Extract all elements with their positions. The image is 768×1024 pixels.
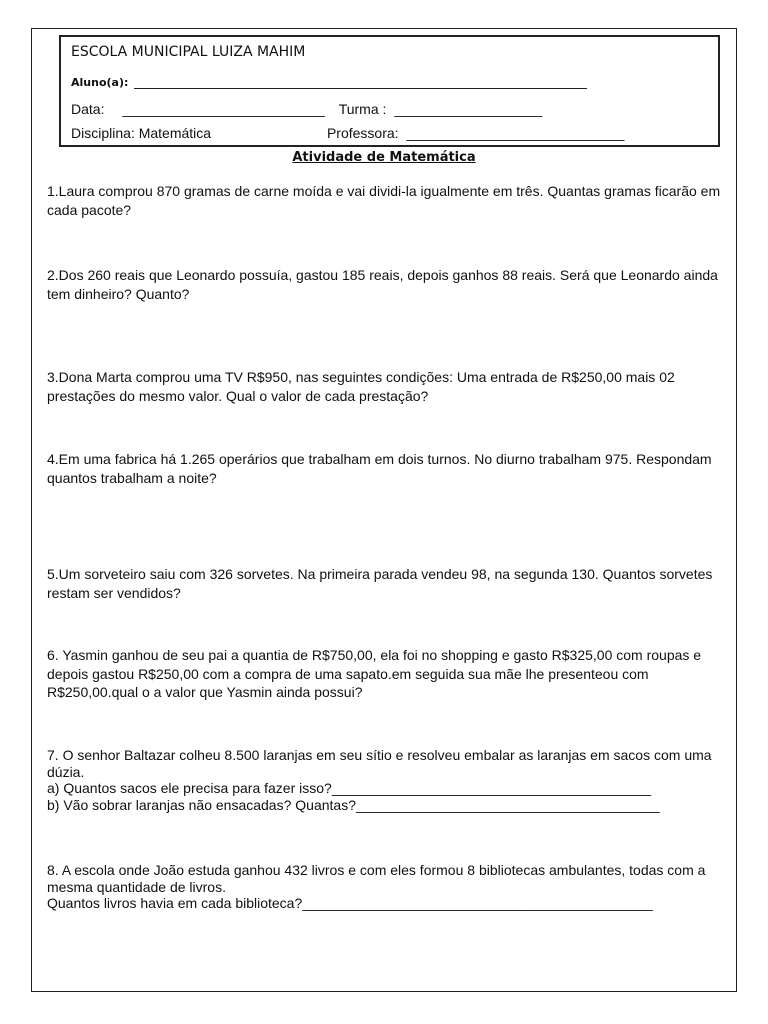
subject-label: Disciplina: Matemática (71, 125, 212, 141)
question-5: 5.Um sorveteiro saiu com 326 sorvetes. Na primeira parada vendeu 98, na segunda 130. Quantos sorvetes restam ser vendidos? (47, 566, 713, 601)
page-title: Atividade de Matemática (292, 150, 476, 165)
teacher-blank[interactable]: ____________________________ (406, 125, 625, 141)
date-class-row (71, 101, 542, 117)
question-4: 4.Em uma fabrica há 1.265 operários que trabalham em dois turnos. No diurno trabalham 975. Respondam quantos trabalham a noite? (47, 451, 712, 486)
date-label: Data: (71, 101, 105, 117)
date-blank[interactable]: __________________________ (122, 101, 325, 117)
question-8-ask: Quantos livros havia em cada biblioteca?_____________________________________________ (47, 895, 653, 911)
page-border (31, 28, 737, 992)
student-name-label: Aluno(a): (71, 76, 129, 89)
header-box (59, 35, 720, 147)
question-1: 1.Laura comprou 870 gramas de carne moída e vai dividi-la igualmente em três. Quantas gramas ficarão em cada pacote? (47, 183, 721, 218)
question-8-intro: 8. A escola onde João estuda ganhou 432 livros e com eles formou 8 bibliotecas ambulantes, todas com a mesma quantidade de livros. (47, 862, 706, 895)
subject-teacher-row (71, 125, 624, 141)
question-7a: a) Quantos sacos ele precisa para fazer isso?_________________________________________ (47, 780, 652, 796)
school-name: ESCOLA MUNICIPAL LUIZA MAHIM (71, 44, 306, 60)
question-3: 3.Dona Marta comprou uma TV R$950, nas seguintes condições: Uma entrada de R$250,00 mais 02 prestações do mesmo valor. Qual o valor de cada prestação? (47, 369, 675, 404)
question-7b: b) Vão sobrar laranjas não ensacadas? Quantas?_______________________________________ (47, 796, 660, 813)
question-7-intro: 7. O senhor Baltazar colheu 8.500 laranjas em seu sítio e resolveu embalar as laranjas em sacos com uma dúzia. (47, 747, 712, 780)
question-2: 2.Dos 260 reais que Leonardo possuía, gastou 185 reais, depois ganhos 88 reais. Será que Leonardo ainda tem dinheiro? Quanto? (47, 267, 718, 302)
class-label: Turma : (338, 101, 387, 117)
student-name-blank[interactable] (134, 88, 587, 89)
question-6: 6. Yasmin ganhou de seu pai a quantia de R$750,00, ela foi no shopping e gasto R$325,00 com roupas e depois gastou R$250,00 com a compra de uma sapato.em seguida sua mãe lhe presenteou com R$250,00.qual o a valor que Yasmin ainda possui? (47, 647, 702, 700)
class-blank[interactable]: ___________________ (394, 101, 543, 117)
question-7 (47, 747, 727, 813)
teacher-label: Professora: (326, 125, 399, 141)
question-8 (47, 862, 727, 912)
